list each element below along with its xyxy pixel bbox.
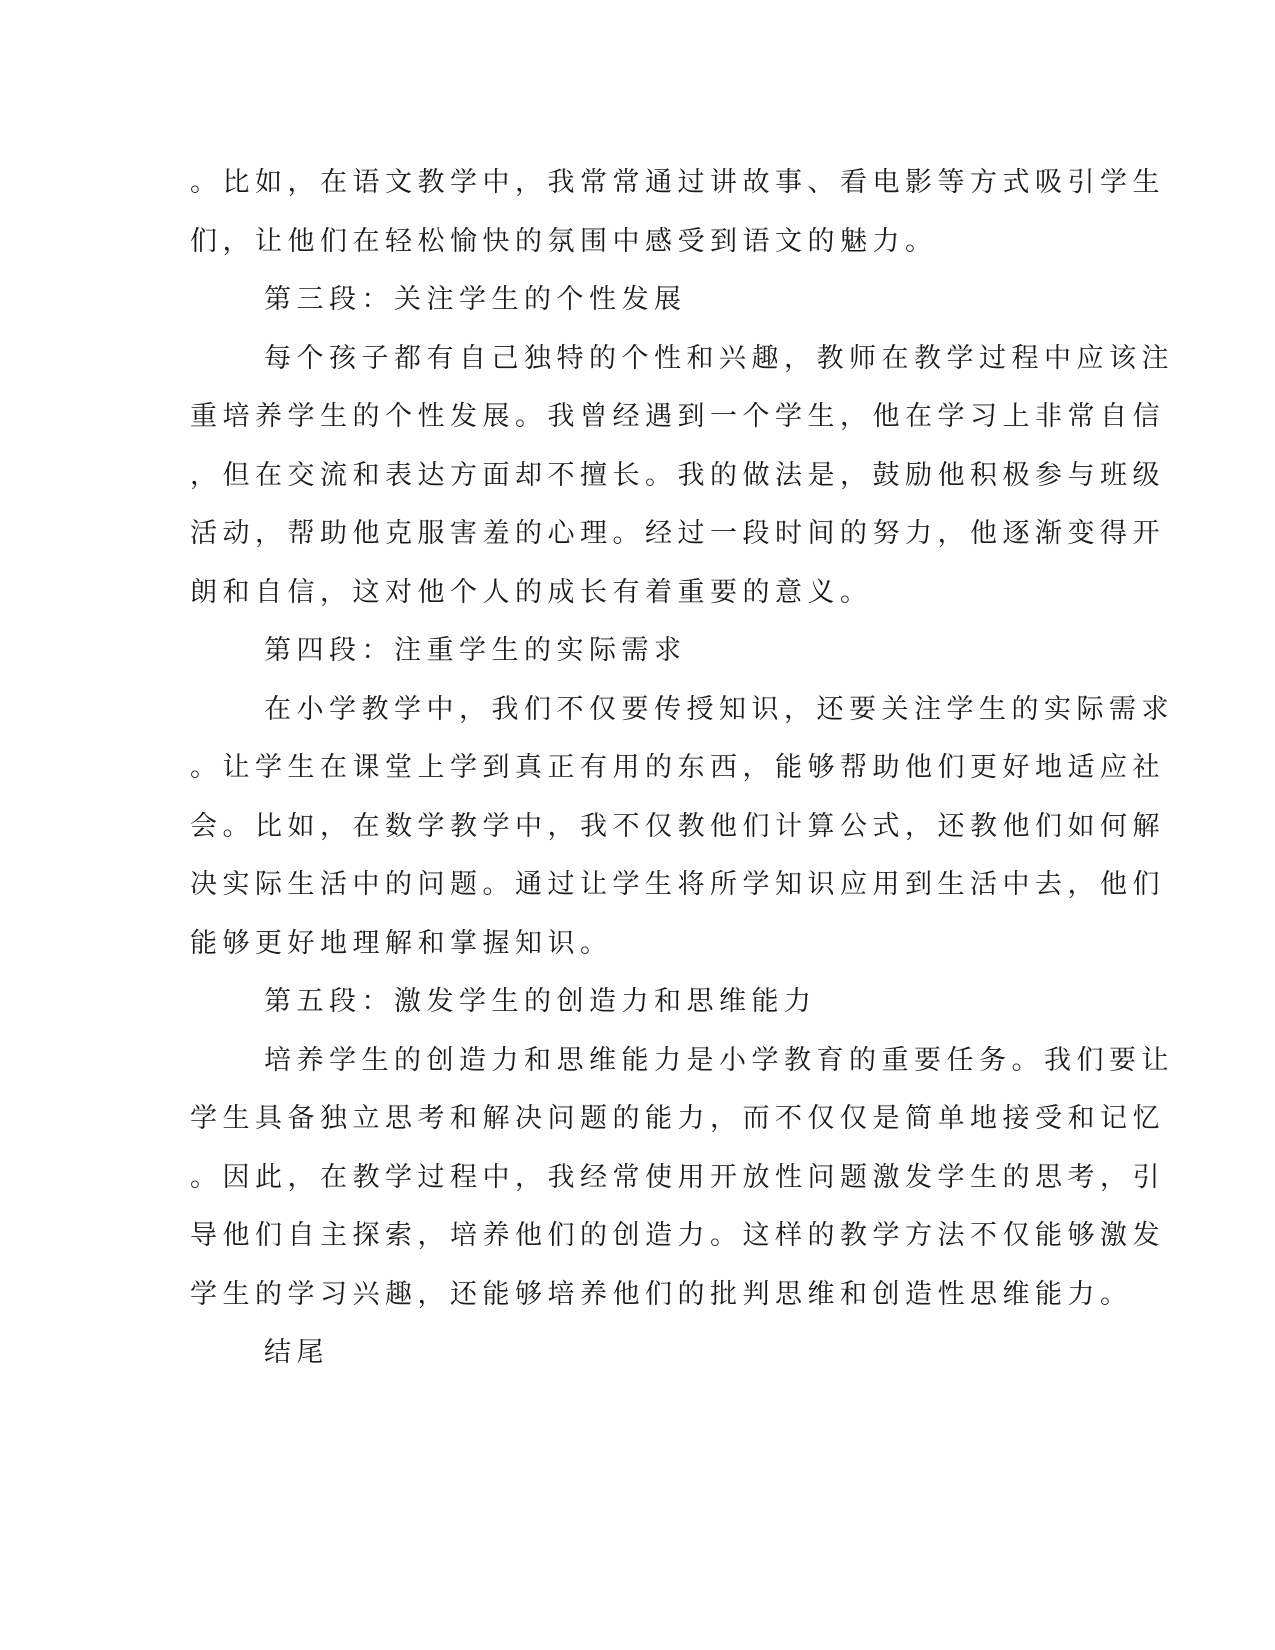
text-line: 培养学生的创造力和思维能力是小学教育的重要任务。我们要让 — [264, 1045, 1174, 1076]
text-line: 活动，帮助他克服害羞的心理。经过一段时间的努力，他逐渐变得开 — [190, 518, 1165, 549]
section-heading: 结尾 — [264, 1337, 329, 1368]
section-heading: 第五段：激发学生的创造力和思维能力 — [264, 986, 817, 1017]
text-line: 决实际生活中的问题。通过让学生将所学知识应用到生活中去，他们 — [190, 869, 1165, 900]
text-line: 能够更好地理解和掌握知识。 — [190, 928, 613, 959]
text-line: 。比如，在语文教学中，我常常通过讲故事、看电影等方式吸引学生 — [190, 167, 1165, 198]
text-line: ，但在交流和表达方面却不擅长。我的做法是，鼓励他积极参与班级 — [190, 460, 1165, 491]
section-heading: 第三段：关注学生的个性发展 — [264, 284, 687, 315]
text-line: 重培养学生的个性发展。我曾经遇到一个学生，他在学习上非常自信 — [190, 401, 1165, 432]
text-line: 们，让他们在轻松愉快的氛围中感受到语文的魅力。 — [190, 226, 938, 257]
section-heading: 第四段：注重学生的实际需求 — [264, 635, 687, 666]
text-line: 导他们自主探索，培养他们的创造力。这样的教学方法不仅能够激发 — [190, 1220, 1165, 1251]
text-line: 每个孩子都有自己独特的个性和兴趣，教师在教学过程中应该注 — [264, 343, 1174, 374]
text-line: 在小学教学中，我们不仅要传授知识，还要关注学生的实际需求 — [264, 694, 1174, 725]
text-line: 学生的学习兴趣，还能够培养他们的批判思维和创造性思维能力。 — [190, 1279, 1133, 1310]
text-line: 会。比如，在数学教学中，我不仅教他们计算公式，还教他们如何解 — [190, 811, 1165, 842]
text-line: 。因此，在教学过程中，我经常使用开放性问题激发学生的思考，引 — [190, 1162, 1165, 1193]
text-line: 学生具备独立思考和解决问题的能力，而不仅仅是简单地接受和记忆 — [190, 1103, 1165, 1134]
text-line: 。让学生在课堂上学到真正有用的东西，能够帮助他们更好地适应社 — [190, 752, 1165, 783]
text-line: 朗和自信，这对他个人的成长有着重要的意义。 — [190, 577, 873, 608]
